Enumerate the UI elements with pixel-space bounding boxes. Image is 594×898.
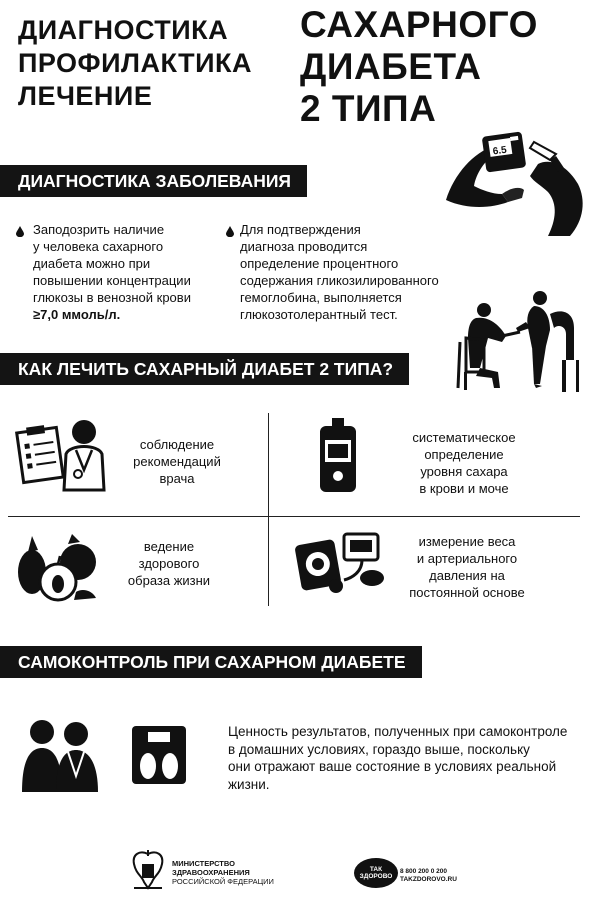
- text-line: и артериального: [416, 551, 518, 566]
- header-left-line: ДИАГНОСТИКА: [18, 15, 229, 45]
- diagnosis-bullet-1: [33, 221, 191, 323]
- title-line: САХАРНОГО: [300, 4, 538, 45]
- scale-icon: [130, 724, 188, 786]
- text-line: у человека сахарного: [33, 239, 164, 254]
- treatment-item-sugar: [402, 429, 526, 497]
- text-line: Для подтверждения: [240, 222, 361, 237]
- glucometer-icon: [318, 418, 358, 494]
- treatment-item-lifestyle: [119, 538, 219, 589]
- text-line: образа жизни: [127, 573, 211, 588]
- meter-reading: 6.5: [492, 144, 508, 158]
- header-left-line: ПРОФИЛАКТИКА: [18, 48, 252, 78]
- diagnosis-bullet-2: [240, 221, 439, 323]
- text-line: диабета можно при: [33, 256, 151, 271]
- title-line: 2 ТИПА: [300, 88, 437, 129]
- text-line: Ценность результатов, полученных при самоконтроле: [228, 724, 568, 739]
- grid-divider-horizontal: [8, 516, 580, 517]
- selfcontrol-text: [228, 723, 567, 793]
- text-line: систематическое: [412, 430, 516, 445]
- text-line: глюкозы в венозной крови: [33, 290, 191, 305]
- text-line: определение: [424, 447, 504, 462]
- text-line: содержания гликозилированного: [240, 273, 439, 288]
- people-icon: [18, 716, 102, 792]
- takzdorovo-badge: [354, 858, 398, 888]
- header-left-line: ЛЕЧЕНИЕ: [18, 81, 153, 111]
- text-line: постоянной основе: [409, 585, 525, 600]
- scale-tonometer-icon: [292, 528, 388, 600]
- badge-line: ТАК: [369, 866, 383, 873]
- glucose-threshold: ≥7,0 ммоль/л.: [33, 307, 121, 322]
- text-line: повышении концентрации: [33, 273, 191, 288]
- text-line: здорового: [138, 556, 200, 571]
- text-line: они отражают ваше состояние в условиях реальной: [228, 759, 557, 774]
- text-line: соблюдение: [139, 437, 215, 452]
- text-line: МИНИСТЕРСТВО: [172, 859, 235, 868]
- text-line: уровня сахара: [420, 464, 508, 479]
- healthy-food-icon: [12, 532, 102, 602]
- text-line: давления на: [429, 568, 505, 583]
- ministry-emblem-icon: [130, 848, 166, 892]
- text-line: рекомендаций: [133, 454, 221, 469]
- header-subtitle: [18, 14, 252, 113]
- badge-line: ЗДОРОВО: [359, 873, 393, 880]
- phone-number: 8 800 200 0 200: [400, 868, 447, 875]
- website-link[interactable]: TAKZDOROVO.RU: [400, 876, 457, 883]
- hotline-info: [400, 868, 457, 884]
- page-title: [300, 4, 538, 130]
- text-line: ЗДРАВООХРАНЕНИЯ: [172, 868, 250, 877]
- text-line: врача: [159, 471, 195, 486]
- text-line: ведение: [143, 539, 195, 554]
- doctor-patient-icon: [450, 288, 582, 392]
- treatment-item-doctor: [115, 436, 239, 487]
- text-line: в крови и моче: [419, 481, 509, 496]
- text-line: жизни.: [228, 776, 270, 792]
- section-title-selfcontrol: САМОКОНТРОЛЬ ПРИ САХАРНОМ ДИАБЕТЕ: [0, 646, 422, 678]
- text-line: гемоглобина, выполняется: [240, 290, 402, 305]
- text-line: Заподозрить наличие: [33, 222, 165, 237]
- ministry-name: [172, 859, 274, 886]
- text-line: диагноза проводится: [240, 239, 368, 254]
- text-line: глюкозотолерантный тест.: [240, 307, 398, 322]
- doctor-recommendations-icon: [14, 414, 108, 492]
- text-line: РОССИЙСКОЙ ФЕДЕРАЦИИ: [172, 877, 274, 886]
- treatment-item-weight-pressure: [402, 533, 532, 601]
- section-title-diagnosis: ДИАГНОСТИКА ЗАБОЛЕВАНИЯ: [0, 165, 307, 197]
- glucometer-hand-icon: [438, 124, 588, 240]
- title-line: ДИАБЕТА: [300, 46, 482, 87]
- text-line: определение процентного: [240, 256, 399, 271]
- section-title-treatment: КАК ЛЕЧИТЬ САХАРНЫЙ ДИАБЕТ 2 ТИПА?: [0, 353, 409, 385]
- drop-icon: [226, 226, 234, 237]
- grid-divider-vertical: [268, 413, 269, 606]
- drop-icon: [16, 226, 24, 237]
- text-line: в домашних условиях, гораздо выше, поскольку: [228, 741, 530, 757]
- text-line: измерение веса: [418, 534, 516, 549]
